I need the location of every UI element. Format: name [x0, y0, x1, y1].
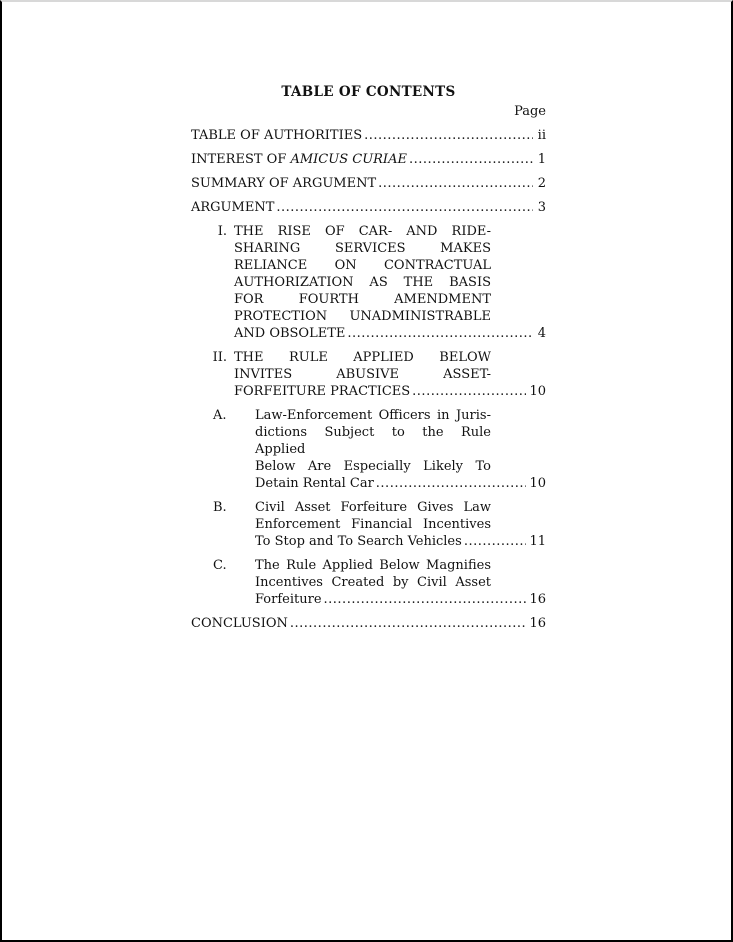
toc-entry-conclusion[interactable]	[191, 615, 546, 632]
heading-line: INVITES ABUSIVE ASSET-	[234, 367, 491, 382]
heading-line: dictions Subject to the Rule Applied	[255, 425, 491, 457]
table-of-contents	[191, 84, 546, 639]
heading-line: Incentives Created by Civil Asset	[255, 575, 491, 590]
heading-line: Law-Enforcement Officers in Juris-	[255, 408, 491, 423]
heading-line: The Rule Applied Below Magnifies	[255, 558, 491, 573]
heading-line: AUTHORIZATION AS THE BASIS	[234, 275, 491, 290]
toc-entry-section-i[interactable]	[169, 223, 546, 342]
dot-leader	[409, 151, 533, 168]
heading-last-line: To Stop and To Search Vehicles	[255, 534, 462, 549]
dot-leader	[276, 199, 533, 216]
toc-entry-page: 16	[529, 592, 546, 607]
toc-entry-interest-of-amicus[interactable]	[191, 151, 546, 168]
page-column-header: Page	[514, 104, 546, 119]
heading-last-line: Detain Rental Car	[255, 476, 374, 491]
dot-leader	[347, 325, 533, 342]
toc-entry-label: SUMMARY OF ARGUMENT	[191, 176, 377, 191]
heading-line: FOR FOURTH AMENDMENT	[234, 292, 491, 307]
subsection-heading-lines	[255, 407, 491, 475]
heading-line: THE RISE OF CAR- AND RIDE-	[234, 224, 491, 239]
toc-entry-label	[191, 151, 407, 168]
heading-last-line: Forfeiture	[255, 592, 322, 607]
toc-entry-label: TABLE OF AUTHORITIES	[191, 128, 363, 143]
toc-entry-label: CONCLUSION	[191, 616, 288, 631]
section-heading-lines	[234, 223, 491, 325]
toc-entry-argument[interactable]	[191, 199, 546, 216]
dot-leader	[290, 615, 527, 632]
toc-entry-subsection-a[interactable]	[169, 407, 546, 492]
toc-entry-page: 16	[529, 616, 546, 631]
section-number: II.	[212, 350, 227, 365]
toc-entry-page: ii	[537, 128, 546, 143]
toc-entry-page: 1	[537, 152, 546, 167]
heading-line: SHARING SERVICES MAKES	[234, 241, 491, 256]
dot-leader	[376, 475, 527, 492]
dot-leader	[364, 127, 533, 144]
subsection-heading-lines	[255, 557, 491, 591]
toc-entry-subsection-c[interactable]	[169, 557, 546, 608]
toc-entry-subsection-b[interactable]	[169, 499, 546, 550]
heading-line: THE RULE APPLIED BELOW	[234, 350, 491, 365]
section-number: I.	[217, 224, 227, 239]
toc-entry-section-ii[interactable]	[169, 349, 546, 400]
toc-title: TABLE OF CONTENTS	[281, 84, 456, 100]
toc-entry-label: ARGUMENT	[191, 200, 275, 215]
subsection-letter: A.	[213, 408, 227, 423]
heading-line: RELIANCE ON CONTRACTUAL	[234, 258, 491, 273]
toc-entry-page: 10	[529, 476, 546, 491]
toc-entry-page: 10	[529, 384, 546, 399]
section-heading-lines	[234, 349, 491, 383]
toc-entry-page: 2	[537, 176, 546, 191]
toc-entry-label-italic: AMICUS CURIAE	[290, 152, 407, 167]
dot-leader	[324, 591, 527, 608]
toc-entry-page: 11	[529, 534, 546, 549]
dot-leader	[412, 383, 526, 400]
heading-line: Below Are Especially Likely To	[255, 459, 491, 474]
toc-entry-label-prefix: INTEREST OF	[191, 152, 291, 167]
heading-line: PROTECTION UNADMINISTRABLE	[234, 309, 491, 324]
heading-last-line: AND OBSOLETE	[234, 326, 346, 341]
subsection-letter: C.	[213, 558, 227, 573]
toc-entry-summary-of-argument[interactable]	[191, 175, 546, 192]
subsection-letter: B.	[213, 500, 227, 515]
toc-entry-page: 4	[537, 326, 546, 341]
heading-line: Civil Asset Forfeiture Gives Law	[255, 500, 491, 515]
heading-line: Enforcement Financial Incentives	[255, 517, 491, 532]
heading-last-line: FORFEITURE PRACTICES	[234, 384, 411, 399]
dot-leader	[464, 533, 527, 550]
toc-entry-page: 3	[537, 200, 546, 215]
subsection-heading-lines	[255, 499, 491, 533]
dot-leader	[378, 175, 533, 192]
toc-entry-table-of-authorities[interactable]	[191, 127, 546, 144]
